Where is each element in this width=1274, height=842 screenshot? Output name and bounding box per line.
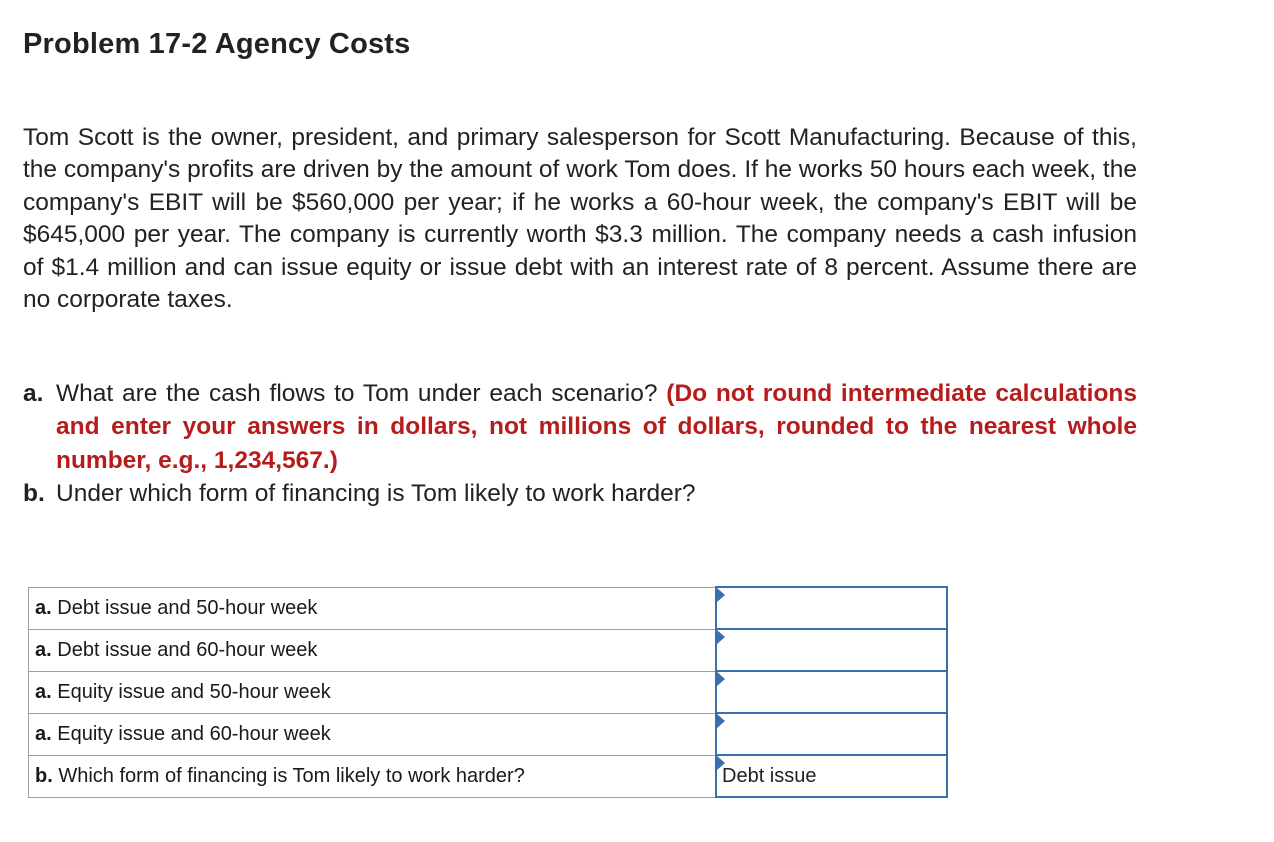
row-letter: a. [35, 638, 52, 661]
table-row [29, 671, 948, 713]
row-letter: a. [35, 722, 52, 745]
answer-cell [716, 671, 947, 713]
cell-marker-icon [717, 630, 725, 644]
question-letter: b. [23, 480, 45, 508]
cell-marker-icon [717, 756, 725, 770]
table-row [29, 629, 948, 671]
question-text [56, 377, 1137, 477]
table-row [29, 713, 948, 755]
cell-marker-icon [717, 672, 725, 686]
row-label-text: Debt issue and 60-hour week [57, 638, 318, 661]
answer-table [28, 586, 948, 798]
answer-cell [716, 629, 947, 671]
question-letter: a. [23, 380, 44, 407]
answer-cell [716, 587, 947, 629]
question-prompt: Under which form of financing is Tom likely to work harder? [56, 480, 696, 508]
question-prompt: What are the cash flows to Tom under each scenario? [56, 380, 667, 407]
table-row [29, 755, 948, 797]
row-label-text: Equity issue and 60-hour week [57, 722, 331, 745]
debt-50-hour-input[interactable] [717, 588, 946, 628]
row-label [29, 671, 717, 713]
problem-description: Tom Scott is the owner, president, and primary salesperson for Scott Manufacturing. Because of this, the company's profits are driven by the amount of work Tom does. If he works 50 hours each week, the company's EBIT will be $560,000 per year; if he works a 60-hour week, the company's EBIT will be $645,000 per year. The company is currently worth $3.3 million. The company needs a cash infusion of $1.4 million and can issue equity or issue debt with an interest rate of 8 percent. Assume there are no corporate taxes. [23, 124, 1137, 314]
row-label [29, 713, 717, 755]
question-list [23, 377, 1137, 511]
question-instruction-note: (Do not round intermediate calculations and enter your answers in dollars, not millions of dollars, rounded to the nearest whole number, e.g., 1,234,567.) [56, 380, 1137, 474]
cell-marker-icon [717, 714, 725, 728]
row-label [29, 587, 717, 629]
page-title: Problem 17-2 Agency Costs [23, 28, 411, 60]
equity-50-hour-input[interactable] [717, 672, 946, 712]
question-text [56, 477, 1137, 510]
question-a [23, 377, 1137, 477]
question-b [23, 477, 1137, 510]
row-letter: a. [35, 596, 52, 619]
row-letter: a. [35, 680, 52, 703]
row-label-text: Debt issue and 50-hour week [57, 596, 318, 619]
cell-marker-icon [717, 588, 725, 602]
row-label [29, 629, 717, 671]
row-label-text: Equity issue and 50-hour week [57, 680, 331, 703]
row-label [29, 755, 717, 797]
row-label-text: Which form of financing is Tom likely to work harder? [58, 764, 525, 787]
equity-60-hour-input[interactable] [717, 714, 946, 754]
table-row [29, 587, 948, 629]
row-letter: b. [35, 764, 53, 787]
financing-select[interactable] [716, 755, 947, 797]
debt-60-hour-input[interactable] [717, 630, 946, 670]
answer-cell [716, 713, 947, 755]
financing-select-value[interactable]: Debt issue [722, 764, 817, 787]
